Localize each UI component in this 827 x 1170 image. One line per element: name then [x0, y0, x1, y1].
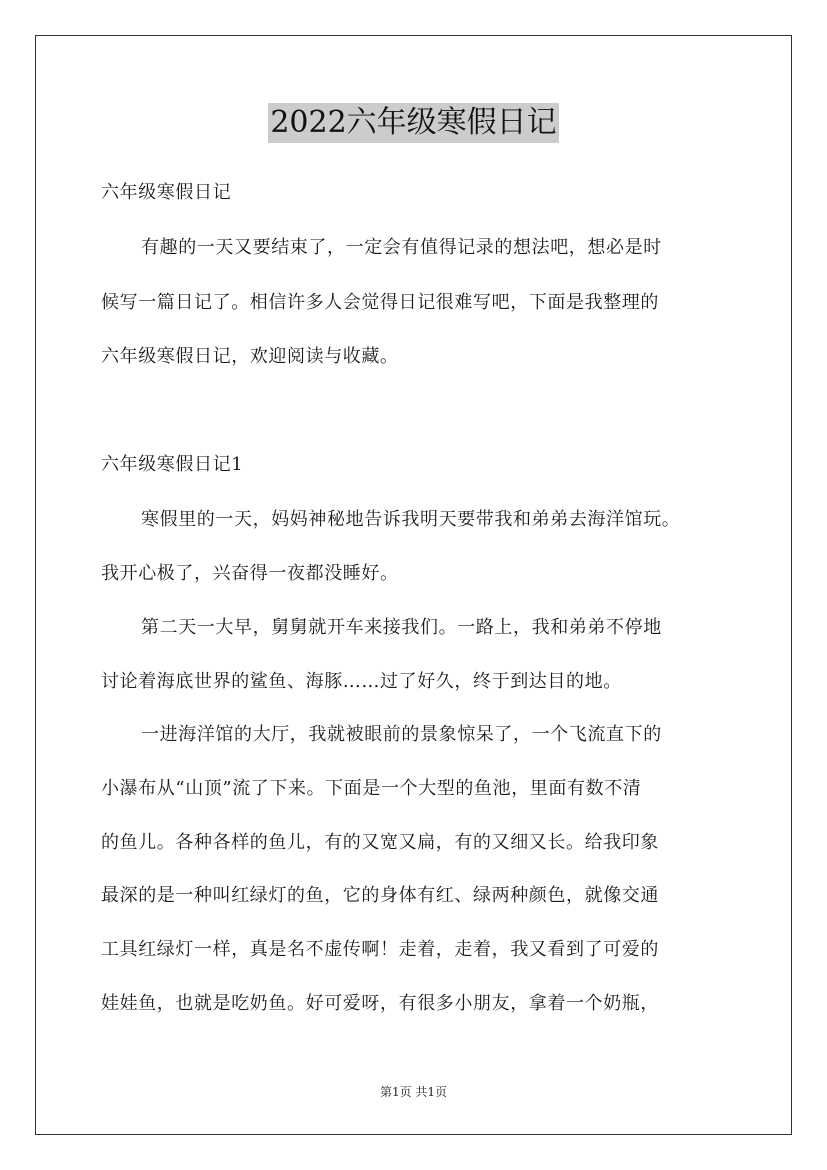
paragraph-line: 小瀑布从“山顶”流了下来。下面是一个大型的鱼池，里面有数不清	[101, 778, 642, 799]
paragraph-line: 一进海洋馆的大厅，我就被眼前的景象惊呆了，一个飞流直下的	[141, 724, 662, 745]
paragraph-line: 寒假里的一天，妈妈神秘地告诉我明天要带我和弟弟去海洋馆玩。	[141, 509, 681, 530]
document-title: 2022六年级寒假日记	[268, 103, 558, 143]
paragraph-line: 娃娃鱼，也就是吃奶鱼。好可爱呀，有很多小朋友，拿着一个奶瓶，	[101, 993, 659, 1014]
page-footer: 第1页 共1页	[379, 1085, 448, 1099]
document-title-wrap	[0, 103, 827, 143]
paragraph-line: 第二天一大早，舅舅就开车来接我们。一路上，我和弟弟不停地	[141, 617, 662, 638]
paragraph-line: 工具红绿灯一样，真是名不虚传啊！走着，走着，我又看到了可爱的	[101, 939, 659, 960]
section-heading: 六年级寒假日记1	[101, 454, 244, 475]
paragraph-line: 的鱼儿。各种各样的鱼儿，有的又宽又扁，有的又细又长。给我印象	[101, 832, 659, 853]
section-heading: 六年级寒假日记	[101, 182, 232, 203]
paragraph-line: 有趣的一天又要结束了，一定会有值得记录的想法吧，想必是时	[141, 237, 662, 258]
paragraph-line: 我开心极了，兴奋得一夜都没睡好。	[101, 563, 399, 584]
paragraph-line: 讨论着海底世界的鲨鱼、海豚……过了好久，终于到达目的地。	[101, 671, 622, 692]
paragraph-line: 候写一篇日记了。相信许多人会觉得日记很难写吧，下面是我整理的	[101, 292, 659, 313]
paragraph-line: 最深的是一种叫红绿灯的鱼，它的身体有红、绿两种颜色，就像交通	[101, 885, 659, 906]
paragraph-line: 六年级寒假日记，欢迎阅读与收藏。	[101, 346, 399, 367]
